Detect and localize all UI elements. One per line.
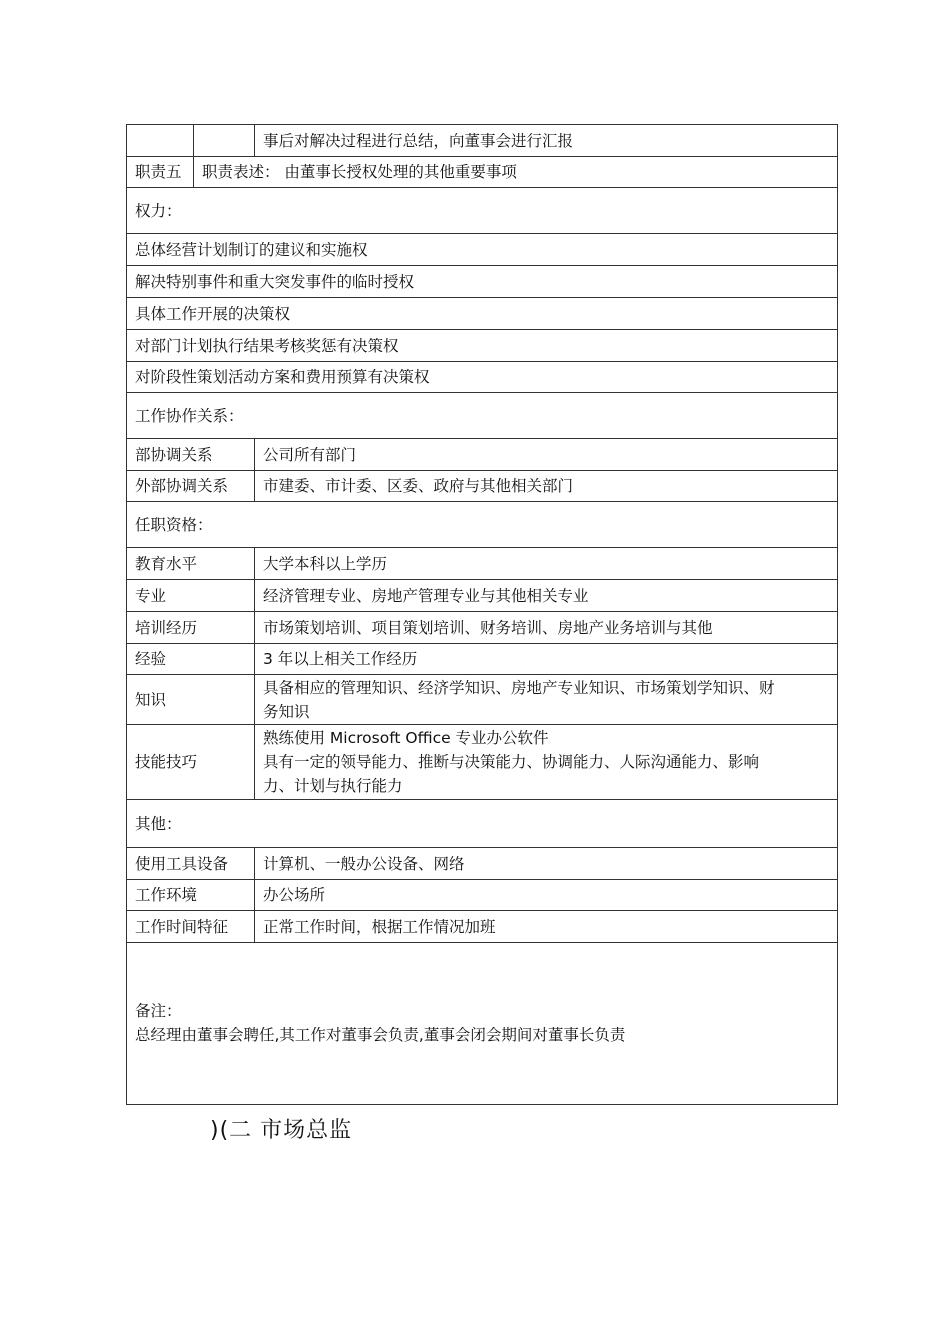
power-item: 对部门计划执行结果考核奖惩有决策权 [127,330,838,362]
row-label: 外部协调关系 [127,471,255,502]
cooperation-header: 工作协作关系： [127,393,838,439]
text-line: 务知识 [263,702,310,721]
row-value: 公司所有部门 [255,439,838,471]
row-label: 教育水平 [127,548,255,580]
table-cell [127,125,194,157]
table-row [127,125,838,157]
table-row [127,548,838,580]
row-value: 计算机、一般办公设备、网络 [255,848,838,880]
section-row [127,188,838,234]
table-row [127,725,838,800]
table-row [127,362,838,393]
section-row [127,800,838,848]
duty-description: 职责表述： 由董事长授权处理的其他重要事项 [194,157,838,188]
row-value [255,675,838,725]
remarks-cell [127,943,838,1105]
row-value: 办公场所 [255,880,838,911]
table-row [127,644,838,675]
table-row [127,330,838,362]
qualification-header: 任职资格： [127,502,838,548]
table-row [127,848,838,880]
table-row [127,471,838,502]
row-value: 正常工作时间，根据工作情况加班 [255,911,838,943]
table-row [127,675,838,725]
text-line: 熟练使用 Microsoft Office 专业办公软件 [263,729,549,747]
table-row [127,157,838,188]
remarks-row [127,943,838,1105]
other-header: 其他： [127,800,838,848]
power-header: 权力： [127,188,838,234]
section-row [127,502,838,548]
row-label: 使用工具设备 [127,848,255,880]
row-value: 经济管理专业、房地产管理专业与其他相关专业 [255,580,838,612]
duty-label: 职责五 [127,157,194,188]
row-label: 知识 [127,675,255,725]
table-cell [194,125,255,157]
row-label: 培训经历 [127,612,255,644]
power-item: 对阶段性策划活动方案和费用预算有决策权 [127,362,838,393]
row-label: 部协调关系 [127,439,255,471]
power-item: 具体工作开展的决策权 [127,298,838,330]
power-item: 总体经营计划制订的建议和实施权 [127,234,838,266]
row-value: 大学本科以上学历 [255,548,838,580]
table-row [127,298,838,330]
row-label: 专业 [127,580,255,612]
remarks-label: 备注： [135,1002,182,1020]
remarks-text: 总经理由董事会聘任,其工作对董事会负责,董事会闭会期间对董事长负责 [135,1026,626,1044]
row-label: 工作时间特征 [127,911,255,943]
table-row [127,439,838,471]
table-row [127,266,838,298]
text-line: 具有一定的领导能力、推断与决策能力、协调能力、人际沟通能力、影响 [263,753,760,771]
job-description-table [126,124,838,1105]
row-value [255,725,838,800]
table-row [127,580,838,612]
row-label: 工作环境 [127,880,255,911]
row-label: 经验 [127,644,255,675]
table-row [127,612,838,644]
text-line: 具备相应的管理知识、经济学知识、房地产专业知识、市场策划学知识、财 [263,678,775,697]
row-value: 3 年以上相关工作经历 [255,644,838,675]
power-item: 解决特别事件和重大突发事件的临时授权 [127,266,838,298]
table-row [127,880,838,911]
section-row [127,393,838,439]
row-value: 市场策划培训、项目策划培训、财务培训、房地产业务培训与其他 [255,612,838,644]
table-row [127,911,838,943]
section-heading: )(二 市场总监 [210,1118,353,1143]
row-label: 技能技巧 [127,725,255,800]
text-line: 力、计划与执行能力 [263,777,403,795]
table-cell: 事后对解决过程进行总结，向董事会进行汇报 [255,125,838,157]
table-row [127,234,838,266]
row-value: 市建委、市计委、区委、政府与其他相关部门 [255,471,838,502]
